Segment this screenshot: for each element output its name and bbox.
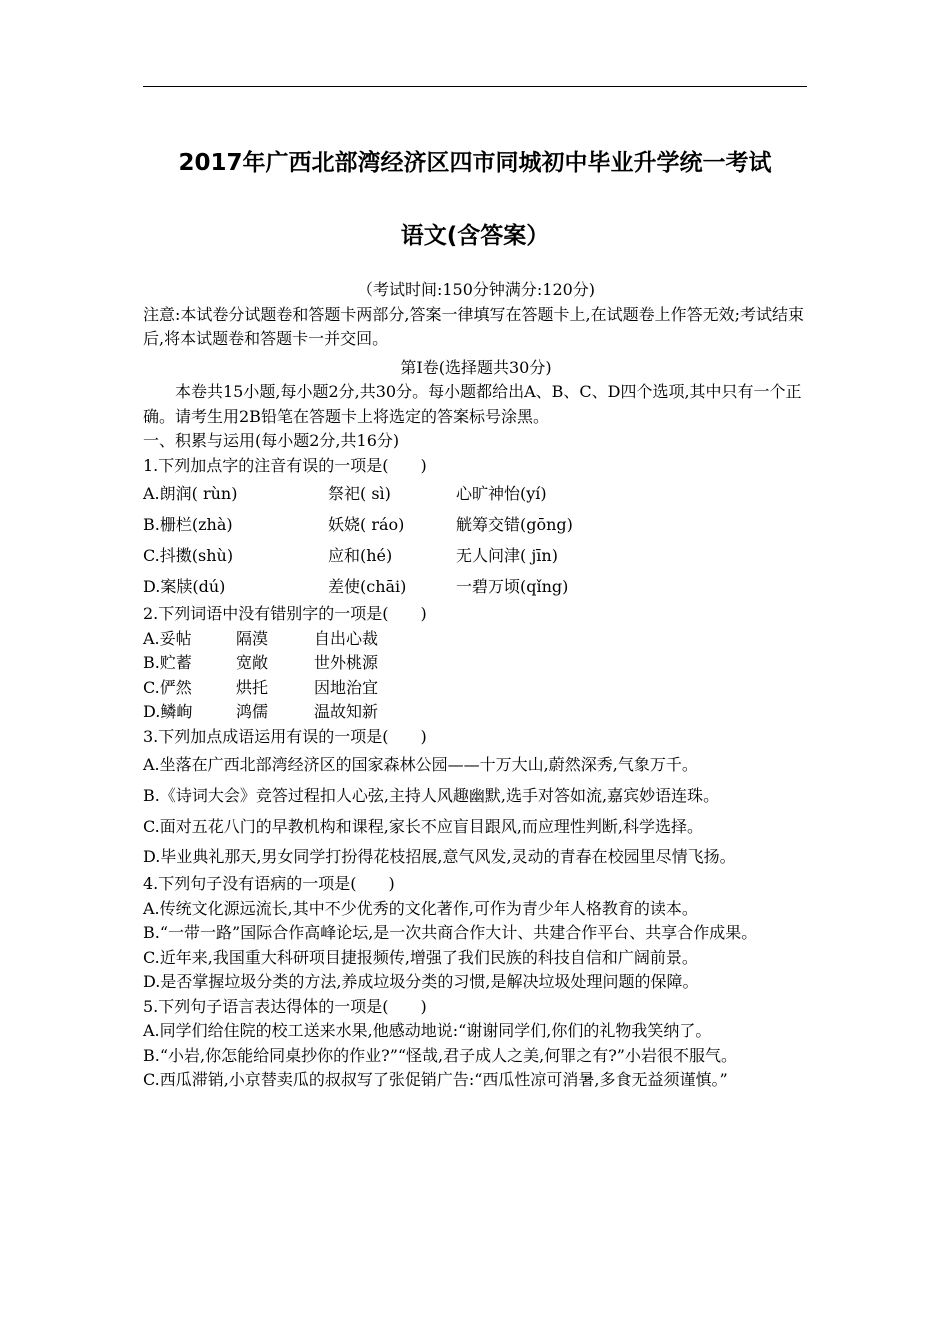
option-term: A.妥帖 <box>143 628 192 648</box>
option-term: C.抖擞(shù) <box>143 546 234 565</box>
option-term: 一碧万顷(qǐng) <box>456 577 569 596</box>
question-2-option-d <box>143 700 809 725</box>
option-term: 祭祀( sì) <box>328 484 391 503</box>
option-term: 无人问津( jīn) <box>456 546 558 565</box>
question-1-option-c <box>143 540 809 571</box>
question-4-stem: 4.下列句子没有语病的一项是( ) <box>143 874 395 893</box>
option-term: 心旷神怡(yí) <box>456 484 547 503</box>
question-3-option-d: D.毕业典礼那天,男女同学打扮得花枝招展,意气风发,灵动的青春在校园里尽情飞扬。 <box>143 847 736 866</box>
option-term: D.案牍(dú) <box>143 577 226 596</box>
option-term: 烘托 <box>236 677 269 697</box>
option-term: 自出心裁 <box>314 628 379 648</box>
question-3-option-c: C.面对五花八门的早教机构和课程,家长不应盲目跟风,而应理性判断,科学选择。 <box>143 817 704 836</box>
question-3-option-b: B.《诗词大会》竞答过程扣人心弦,主持人风趣幽默,选手对答如流,嘉宾妙语连珠。 <box>143 786 720 805</box>
option-term: 因地治宜 <box>314 677 379 697</box>
option-term: 鸿儒 <box>236 702 269 721</box>
option-term: 隔漠 <box>236 628 269 648</box>
option-term: 觥筹交错(gōng) <box>456 515 573 534</box>
question-1-option-b <box>143 509 809 540</box>
exam-subtitle: 语文(含答案） <box>400 223 550 249</box>
question-1-option-d <box>143 571 809 602</box>
exam-info: （考试时间:150分钟满分:120分) <box>356 280 596 299</box>
question-4-option-b: B.“一带一路”国际合作高峰论坛,是一次共商合作大计、共建合作平台、共享合作成果。 <box>143 923 758 942</box>
question-5-option-b: B.“小岩,你怎能给同桌抄你的作业?”“怪哉,君子成人之美,何罪之有?”小岩很不服气。 <box>143 1045 737 1065</box>
question-5-option-a: A.同学们给住院的校工送来水果,他感动地说:“谢谢同学们,你们的礼物我笑纳了。 <box>143 1021 712 1040</box>
question-2-option-b <box>143 651 809 676</box>
header-rule <box>143 86 807 87</box>
volume-description: 本卷共15小题,每小题2分,共30分。每小题都给出A、B、C、D四个选项,其中只有一个正确。请考生用2B铅笔在答题卡上将选定的答案标号涂黑。 <box>143 382 802 426</box>
option-term: 差使(chāi) <box>328 577 407 596</box>
question-4-option-c: C.近年来,我国重大科研项目捷报频传,增强了我们民族的科技自信和广阔前景。 <box>143 947 698 967</box>
option-term: 世外桃源 <box>314 653 379 672</box>
option-term: D.鳞峋 <box>143 702 193 721</box>
exam-content <box>143 278 809 1093</box>
option-term: 温故知新 <box>314 702 379 721</box>
option-term: 宽敞 <box>236 653 269 672</box>
section-heading: 一、积累与运用(每小题2分,共16分) <box>143 431 400 450</box>
question-3-stem: 3.下列加点成语运用有误的一项是( ) <box>143 726 427 746</box>
notice: 注意:本试卷分试题卷和答题卡两部分,答案一律填写在答题卡上,在试题卷上作答无效;考试结束后,将本试题卷和答题卡一并交回。 <box>143 304 804 348</box>
option-term: C.俨然 <box>143 677 192 697</box>
question-1-stem: 1.下列加点字的注音有误的一项是( ) <box>143 455 427 475</box>
question-5-stem: 5.下列句子语言表达得体的一项是( ) <box>143 996 427 1016</box>
option-term: A.朗润( rùn) <box>143 484 238 503</box>
question-3-option-a: A.坐落在广西北部湾经济区的国家森林公园——十万大山,蔚然深秀,气象万千。 <box>143 755 698 774</box>
volume-title: 第I卷(选择题共30分) <box>400 357 552 377</box>
question-5-option-c: C.西瓜滞销,小京替卖瓜的叔叔写了张促销广告:“西瓜性凉可消暑,多食无益须谨慎。” <box>143 1070 728 1089</box>
question-4-option-a: A.传统文化源远流长,其中不少优秀的文化著作,可作为青少年人格教育的读本。 <box>143 898 698 918</box>
question-2-option-a <box>143 627 809 652</box>
option-term: 应和(hé) <box>328 546 393 565</box>
exam-title: 2017年广西北部湾经济区四市同城初中毕业升学统一考试 <box>178 150 772 176</box>
question-4-option-d: D.是否掌握垃圾分类的方法,养成垃圾分类的习惯,是解决垃圾处理问题的保障。 <box>143 972 699 991</box>
question-2-option-c <box>143 676 809 701</box>
option-term: 妖娆( ráo) <box>328 515 405 534</box>
question-1-option-a <box>143 478 809 509</box>
option-term: B.贮蓄 <box>143 653 192 672</box>
question-2-stem: 2.下列词语中没有错别字的一项是( ) <box>143 604 427 623</box>
option-term: B.栅栏(zhà) <box>143 515 233 534</box>
